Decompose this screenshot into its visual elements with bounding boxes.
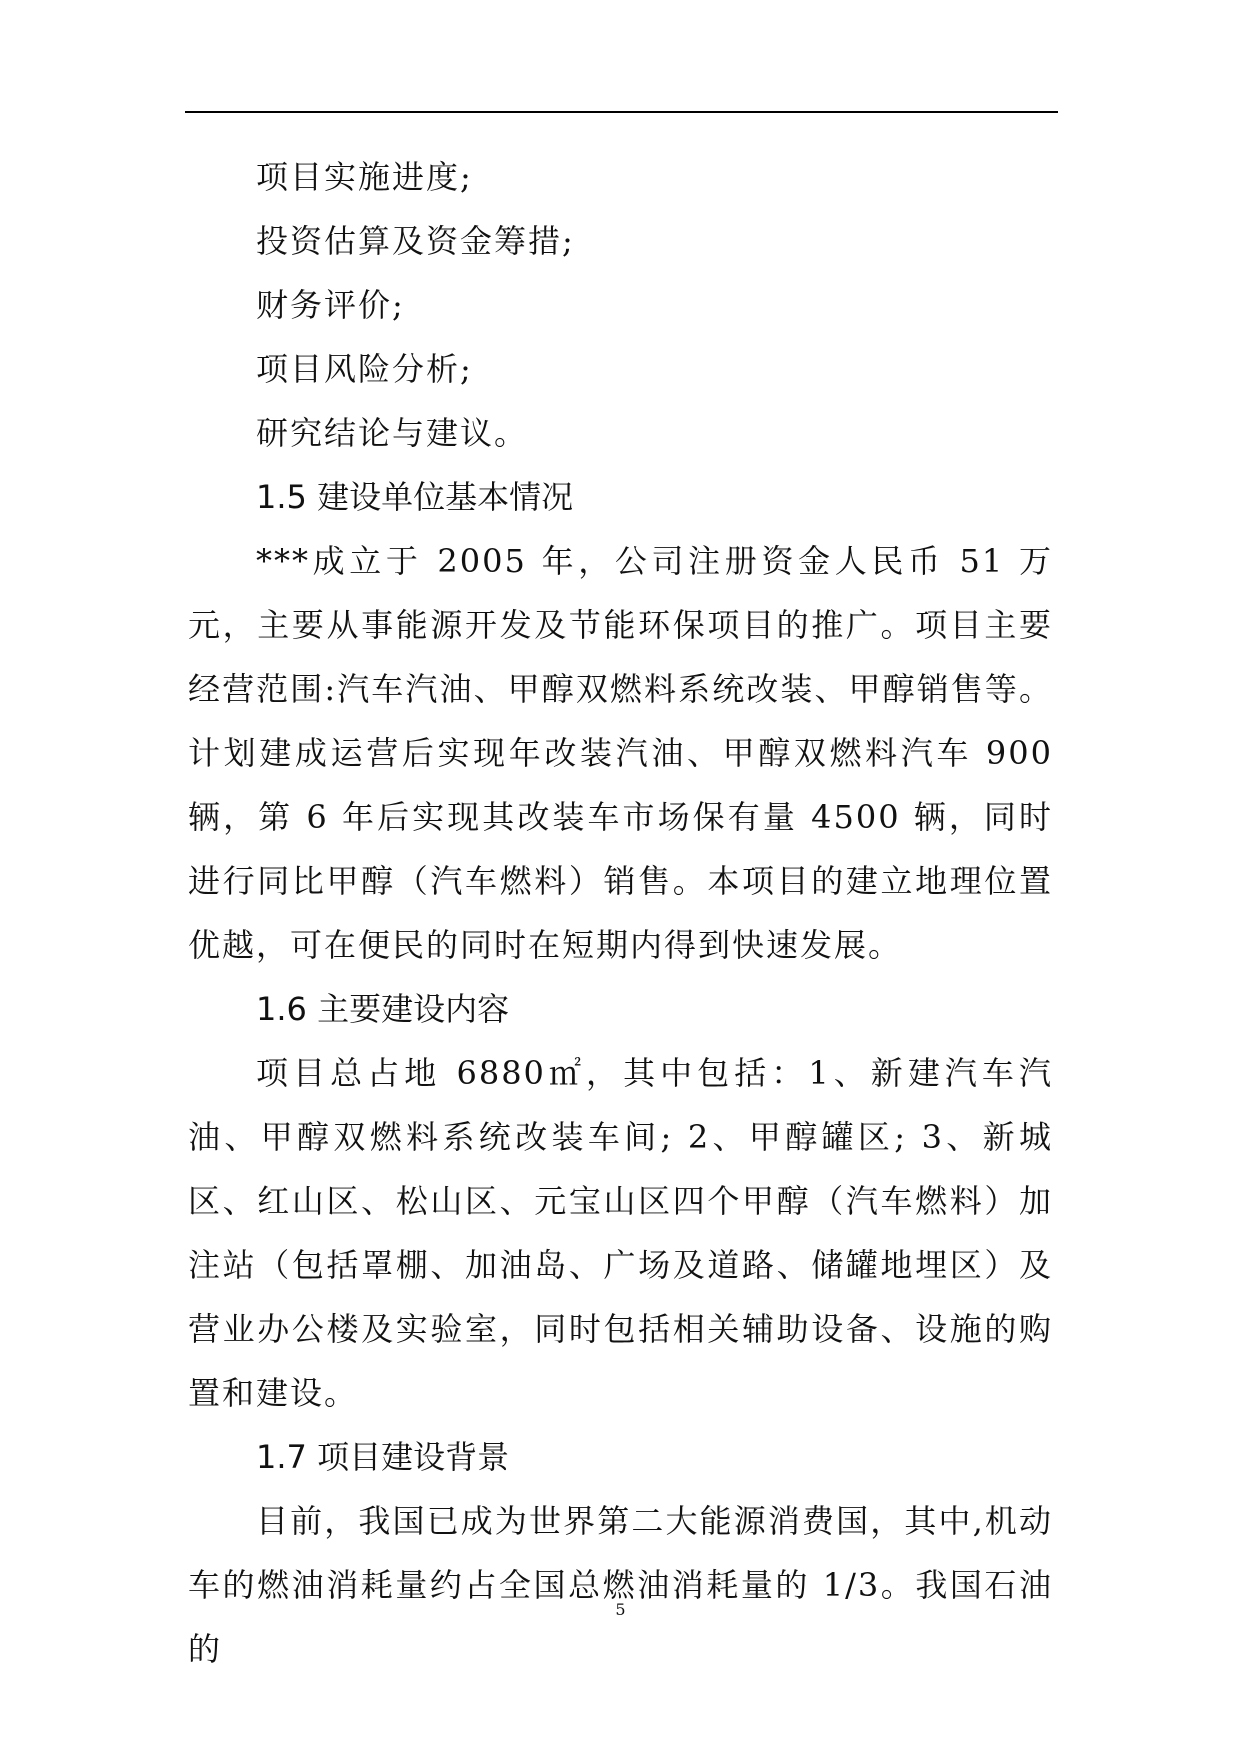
list-item: 财务评价; [256,286,405,324]
section-1-6-paragraph: 项目总占地 6880㎡，其中包括：1、新建汽车汽油、甲醇双燃料系统改装车间; 2、甲醇罐区; 3、新城区、红山区、松山区、元宝山区四个甲醇（汽车燃料）加注站（包括罩棚、加油岛、广场及道路、储罐地埋区）及营业办公楼及实验室，同时包括相关辅助设备、设施的购置和建设。 [188,1054,1053,1412]
list-item: 项目风险分析; [256,350,473,388]
list-item: 研究结论与建议。 [256,414,529,452]
section-1-5-paragraph: ***成立于 2005 年，公司注册资金人民币 51 万元，主要从事能源开发及节能环保项目的推广。项目主要经营范围:汽车汽油、甲醇双燃料系统改装、甲醇销售等。计划建成运营后实现年改装汽油、甲醇双燃料汽车 900 辆，第 6 年后实现其改装车市场保有量 4500 辆，同时进行同比甲醇（汽车燃料）销售。本项目的建立地理位置优越，可在便民的同时在短期内得到快速发展。 [188,542,1053,964]
header-rule [185,111,1058,113]
section-1-7-paragraph: 目前，我国已成为世界第二大能源消费国，其中,机动车的燃油消耗量约占全国总燃油消耗量的 1/3。我国石油的 [188,1502,1053,1668]
section-heading-1-6: 1.6 主要建设内容 [256,990,510,1028]
page-number: 5 [615,1600,626,1619]
section-heading-1-5: 1.5 建设单位基本情况 [256,478,574,516]
list-item: 项目实施进度; [256,158,473,196]
section-heading-1-7: 1.7 项目建设背景 [256,1438,510,1476]
list-item: 投资估算及资金筹措; [256,222,575,260]
document-body [188,145,1053,1681]
